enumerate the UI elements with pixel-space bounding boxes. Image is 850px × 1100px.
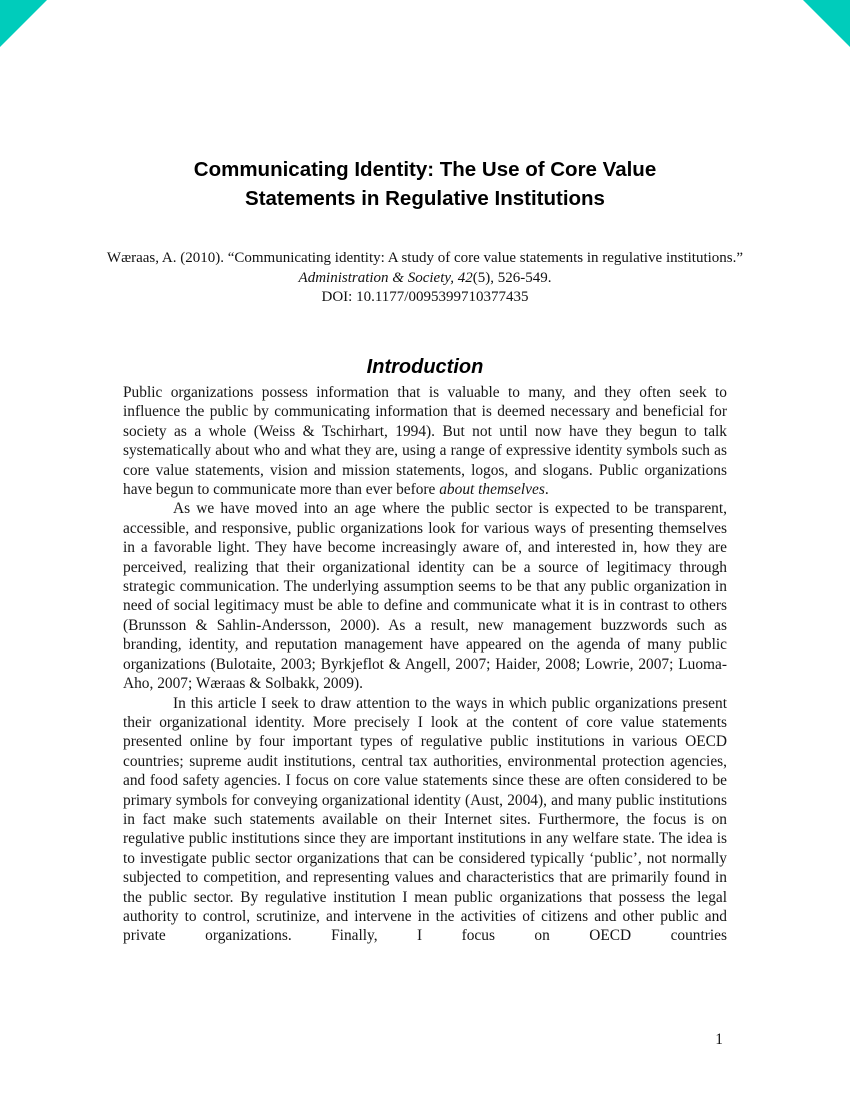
page-number: 1 bbox=[715, 1031, 723, 1048]
paragraph-text: In this article I seek to draw attention to the ways in which public organizations present their organizational identity. More precisely I look at the content of core value statements presented online by four important types of regulative public institutions in various OECD countries; supreme audit institutions, central tax authorities, environmental protection agencies, and food safety agencies. I focus on core value statements since these are often considered to be primary symbols for conveying organizational identity (Aust, 2004), and many public institutions in fact make such statements available on their Internet sites. Furthermore, the focus is on regulative public institutions since they are important institutions in any welfare state. The idea is to investigate public sector organizations that can be considered typically ‘public’, not normally subjected to competition, and representing values and characteristics that are primarily found in the public sector. By regulative institution I mean public organizations that possess the legal authority to control, scrutinize, and intervene in the activities of citizens and other public and private organizations. Finally, I focus on OECD countries bbox=[123, 694, 727, 945]
body-paragraphs bbox=[123, 383, 727, 946]
corner-fold-decoration-left bbox=[0, 0, 47, 47]
citation-journal: Administration & Society, 42 bbox=[298, 269, 473, 286]
paper-title-line2: Statements in Regulative Institutions bbox=[245, 187, 605, 210]
paragraph-text: Public organizations possess information that is valuable to many, and they often seek to influence the public by communicating information that is deemed necessary and beneficial for society as a whole (Weiss & Tschirhart, 1994). But not until now have they begun to talk systematically about who and what they are, using a range of expressive identity symbols such as core value statements, vision and mission statements, logos, and slogans. Public organizations have begun to communicate more than ever before bbox=[123, 384, 727, 499]
emphasized-text: about themselves bbox=[439, 481, 545, 499]
citation-block bbox=[50, 249, 800, 308]
paper-title bbox=[0, 155, 850, 213]
paragraph bbox=[123, 383, 727, 499]
corner-fold-decoration-right bbox=[803, 0, 850, 47]
paragraph bbox=[123, 499, 727, 693]
paragraph bbox=[123, 694, 727, 946]
section-heading-introduction: Introduction bbox=[366, 356, 484, 378]
citation-journal-line bbox=[50, 269, 800, 289]
citation-issue-pages: (5), 526-549. bbox=[472, 269, 552, 286]
paragraph-text: As we have moved into an age where the public sector is expected to be transparent, accessible, and responsive, public organizations look for various ways of presenting themselves in a favorable light. They have become increasingly aware of, and interested in, how they are perceived, realizing that their organizational identity can be a source of legitimacy through strategic communication. The underlying assumption seems to be that any public organization in need of social legitimacy must be able to define and communicate what it is in contrast to others (Brunsson & Sahlin-Andersson, 2000). As a result, new management buzzwords such as branding, identity, and reputation management have appeared on the agenda of many public organizations (Bulotaite, 2003; Byrkjeflot & Angell, 2007; Haider, 2008; Lowrie, 2007; Luoma-Aho, 2007; Wæraas & Solbakk, 2009). bbox=[123, 500, 727, 693]
citation-doi: DOI: 10.1177/0095399710377435 bbox=[321, 289, 529, 305]
paragraph-text: . bbox=[544, 481, 549, 499]
citation-reference: Wæraas, A. (2010). “Communicating identity: A study of core value statements in regulative institutions.” bbox=[106, 250, 744, 266]
paper-title-line1: Communicating Identity: The Use of Core Value bbox=[193, 158, 657, 181]
